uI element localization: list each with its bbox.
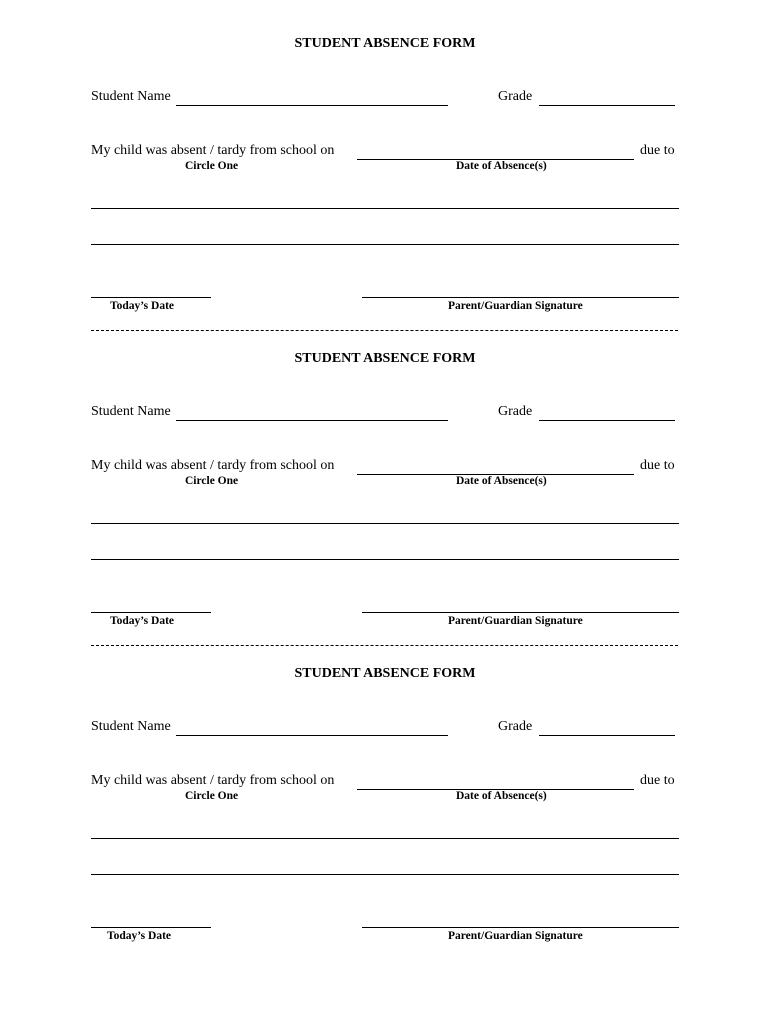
signature-label: Parent/Guardian Signature: [448, 615, 583, 627]
reason-line-2[interactable]: [91, 244, 679, 245]
signature-field[interactable]: [362, 612, 679, 613]
absence-form-3: [0, 630, 770, 942]
todays-date-field[interactable]: [91, 612, 211, 613]
circle-one-label: Circle One: [185, 790, 239, 802]
date-of-absence-label: Date of Absence(s): [456, 160, 547, 172]
todays-date-field[interactable]: [91, 927, 211, 928]
form-title: STUDENT ABSENCE FORM: [294, 351, 476, 366]
grade-field[interactable]: [539, 420, 675, 421]
student-name-label: Student Name: [91, 719, 171, 734]
absent-sentence: My child was absent / tardy from school on: [91, 773, 335, 788]
todays-date-field[interactable]: [91, 297, 211, 298]
student-name-field[interactable]: [176, 420, 448, 421]
absence-form-1: [0, 0, 770, 312]
form-title: STUDENT ABSENCE FORM: [294, 36, 476, 51]
grade-label: Grade: [498, 719, 533, 734]
form-title: STUDENT ABSENCE FORM: [294, 666, 476, 681]
student-name-field[interactable]: [176, 735, 448, 736]
grade-field[interactable]: [539, 105, 675, 106]
reason-line-1[interactable]: [91, 208, 679, 209]
signature-field[interactable]: [362, 927, 679, 928]
reason-line-1[interactable]: [91, 523, 679, 524]
absence-form-2: [0, 315, 770, 627]
absent-sentence: My child was absent / tardy from school on: [91, 458, 335, 473]
student-name-field[interactable]: [176, 105, 448, 106]
reason-line-2[interactable]: [91, 559, 679, 560]
grade-label: Grade: [498, 404, 533, 419]
circle-one-label: Circle One: [185, 160, 239, 172]
signature-label: Parent/Guardian Signature: [448, 930, 583, 942]
signature-label: Parent/Guardian Signature: [448, 300, 583, 312]
date-of-absence-label: Date of Absence(s): [456, 790, 547, 802]
reason-line-1[interactable]: [91, 838, 679, 839]
todays-date-label: Today’s Date: [107, 930, 172, 942]
due-to-label: due to: [640, 143, 675, 158]
todays-date-label: Today’s Date: [110, 300, 175, 312]
due-to-label: due to: [640, 773, 675, 788]
absent-sentence: My child was absent / tardy from school on: [91, 143, 335, 158]
circle-one-label: Circle One: [185, 475, 239, 487]
reason-line-2[interactable]: [91, 874, 679, 875]
grade-field[interactable]: [539, 735, 675, 736]
student-name-label: Student Name: [91, 89, 171, 104]
student-name-label: Student Name: [91, 404, 171, 419]
signature-field[interactable]: [362, 297, 679, 298]
todays-date-label: Today’s Date: [110, 615, 175, 627]
due-to-label: due to: [640, 458, 675, 473]
grade-label: Grade: [498, 89, 533, 104]
date-of-absence-label: Date of Absence(s): [456, 475, 547, 487]
